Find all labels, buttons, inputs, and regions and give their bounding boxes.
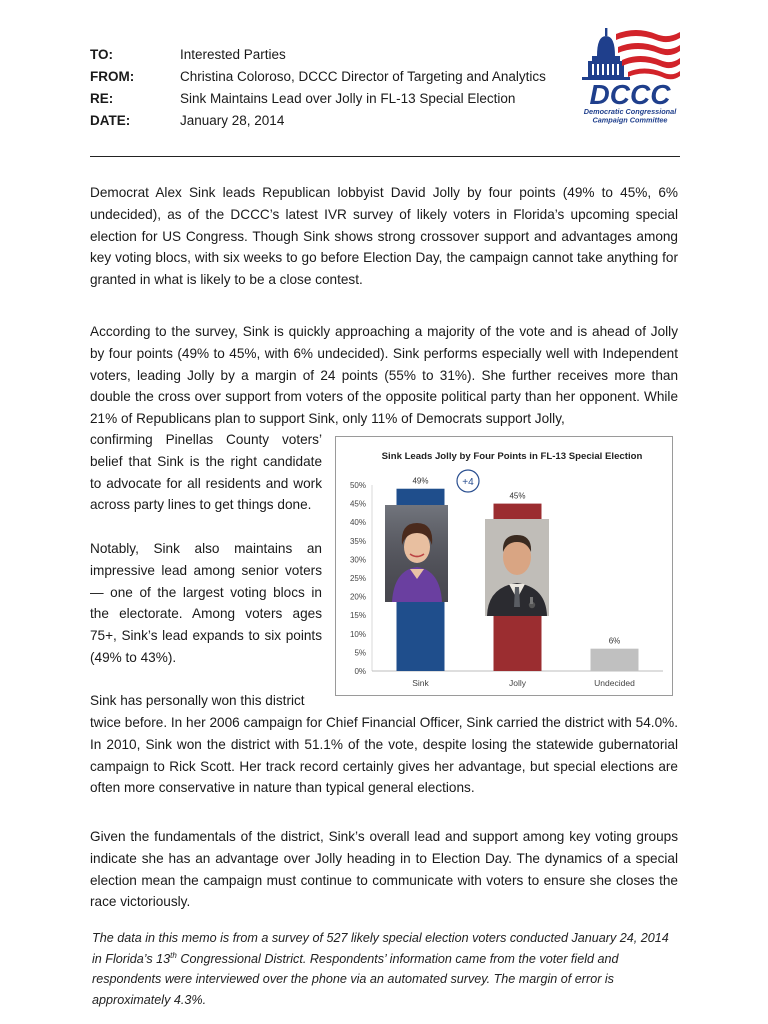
y-tick-label: 50% bbox=[349, 481, 366, 490]
flag-stripes-icon bbox=[616, 30, 680, 79]
from-value: Christina Coloroso, DCCC Director of Targeting and Analytics bbox=[180, 69, 546, 84]
y-tick-label: 15% bbox=[349, 611, 366, 621]
paragraph-4-start: Sink has personally won this district bbox=[90, 693, 305, 708]
re-label: RE: bbox=[90, 91, 114, 106]
footnote-superscript: th bbox=[170, 950, 177, 960]
y-tick-label: 30% bbox=[349, 555, 366, 565]
memo-date-row bbox=[90, 110, 546, 132]
poll-bar-chart bbox=[336, 437, 672, 695]
date-value: January 28, 2014 bbox=[180, 113, 285, 128]
chart-title: Sink Leads Jolly by Four Points in FL-13 Special Election bbox=[381, 451, 643, 462]
logo-subtitle-line2: Campaign Committee bbox=[592, 115, 668, 125]
re-value: Sink Maintains Lead over Jolly in FL-13 Special Election bbox=[180, 91, 516, 106]
paragraph-2: According to the survey, Sink is quickly approaching a majority of the vote and is ahead of Jolly by four points (49% to 45%, with 6% undecided). Sink performs especially well with Independent voters, leading Jolly by a margin of 24 points (55% to 31%). She further receives more than double the cross over support from voters of the opposite political party than her opponent. While 21% of Republicans plan to support Sink, only 11% of Democrats support Jolly, bbox=[90, 324, 678, 427]
y-axis-ticks bbox=[350, 481, 366, 676]
to-label: TO: bbox=[90, 47, 113, 62]
footnote-text-part2: Congressional District. Respondents’ information came from the voter field and respondents were interviewed over the phone via an automated survey. The margin of error is approximately 4.3%. bbox=[92, 951, 619, 1007]
memo-re-row bbox=[90, 88, 546, 110]
poll-chart-frame bbox=[335, 436, 673, 696]
x-tick-label: Undecided bbox=[594, 678, 635, 688]
to-value: Interested Parties bbox=[180, 47, 286, 62]
logo-subtitle-line1: Democratic Congressional bbox=[583, 107, 677, 116]
y-tick-label: 0% bbox=[354, 667, 366, 676]
y-tick-label: 25% bbox=[349, 574, 366, 583]
y-tick-label: 40% bbox=[349, 518, 366, 528]
bar-value-label: 49% bbox=[412, 476, 429, 486]
paragraph-3: Notably, Sink also maintains an impressive lead among senior voters— one of the largest voting blocs in the electorate. Among voters ages 75+, Sink’s lead expands to six points (49% to 43%). bbox=[90, 541, 322, 665]
footnote-text-part1: The data in this memo is from a survey of 527 likely special election voters conducted January 24, 2014 in Florida’s 13 bbox=[92, 931, 669, 966]
logo-wordmark: DCCC bbox=[589, 79, 671, 110]
bar-value-label: 6% bbox=[608, 636, 621, 646]
sink-photo bbox=[385, 505, 448, 602]
bar-undecided bbox=[591, 649, 639, 671]
header-divider bbox=[90, 156, 680, 157]
y-tick-label: 5% bbox=[354, 648, 366, 658]
paragraph-2-continued: confirming Pinellas County voters’ belief that Sink is the right candidate to advocate for all residents and work across party lines to get things done. bbox=[90, 432, 322, 513]
x-axis-labels bbox=[412, 678, 635, 688]
y-tick-label: 35% bbox=[349, 536, 366, 546]
methodology-footnote bbox=[92, 928, 682, 1010]
dccc-logo bbox=[578, 20, 682, 126]
y-tick-label: 10% bbox=[349, 629, 366, 639]
memo-to-row bbox=[90, 44, 546, 66]
date-label: DATE: bbox=[90, 113, 131, 128]
x-tick-label: Jolly bbox=[508, 678, 527, 688]
from-label: FROM: bbox=[90, 69, 135, 84]
memo-from-row bbox=[90, 66, 546, 88]
paragraph-5: Given the fundamentals of the district, Sink’s overall lead and support among key voting groups indicate she has an advantage over Jolly heading in to Election Day. The dynamics of a special election mean the campaign must continue to communicate with voters to ensure she closes the race victoriously. bbox=[90, 829, 678, 910]
y-tick-label: 20% bbox=[349, 592, 366, 602]
memo-header bbox=[90, 44, 546, 132]
paragraph-4: twice before. In her 2006 campaign for Chief Financial Officer, Sink carried the district with 54.0%. In 2010, Sink won the district with 51.1% of the vote, despite losing the statewide gubernatorial campaign to Rick Scott. Her track record certainly gives her advantage, but special elections are often more conservative in nature than typical general elections. bbox=[90, 715, 678, 796]
lead-annotation-label: +4 bbox=[462, 477, 474, 488]
bar-value-label: 45% bbox=[509, 491, 526, 501]
y-tick-label: 45% bbox=[349, 499, 366, 509]
x-tick-label: Sink bbox=[412, 678, 429, 688]
paragraph-1: Democrat Alex Sink leads Republican lobbyist David Jolly by four points (49% to 45%, 6% undecided), as of the DCCC’s latest IVR survey of likely voters in Florida’s upcoming special election for US Congress. Though Sink shows strong crossover support and advantages among key voting blocs, with six weeks to go before Election Day, the campaign cannot take anything for granted in what is likely to be a close contest. bbox=[90, 185, 678, 288]
jolly-photo bbox=[485, 519, 549, 616]
